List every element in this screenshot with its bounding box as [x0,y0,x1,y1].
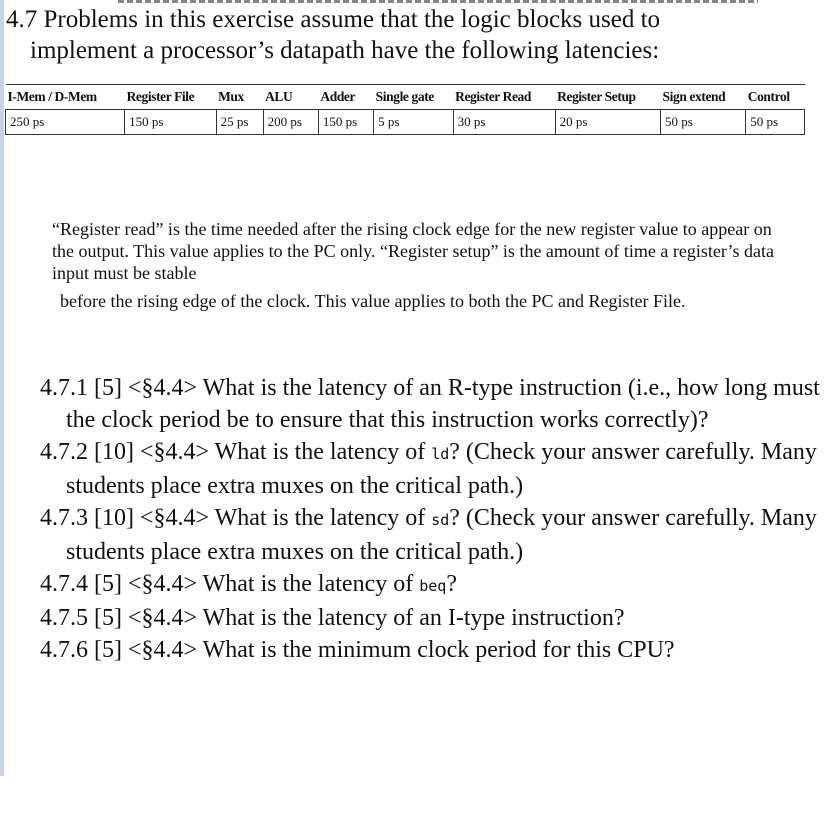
header-imem-dmem: I-Mem / D-Mem [6,85,125,110]
heading-line-2: implement a processor’s datapath have the following latencies: [30,37,660,64]
value-single-gate: 5 ps [374,110,453,135]
value-alu: 200 ps [263,110,318,135]
question-text: 4.7.5 [5] <§4.4> What is the latency of an I-type instruction? [40,605,625,631]
header-control: Control [746,85,805,110]
question-4-7-6 [40,634,830,666]
question-list [40,372,830,666]
question-4-7-5 [40,602,830,634]
question-text: 4.7.1 [5] <§4.4> What is the latency of an R-type instruction (i.e., how long must the clock period be to ensure that this instruction works correctly)? [40,375,820,433]
value-register-file: 150 ps [125,110,216,135]
header-register-read: Register Read [453,85,555,110]
question-4-7-4 [40,568,830,602]
value-imem-dmem: 250 ps [6,110,125,135]
question-text: 4.7.3 [10] <§4.4> What is the latency of [40,505,432,531]
question-text: 4.7.6 [5] <§4.4> What is the minimum clock period for this CPU? [40,637,675,663]
value-register-read: 30 ps [453,110,555,135]
left-margin-bar [0,0,4,776]
header-adder: Adder [318,85,373,110]
value-control: 50 ps [746,110,805,135]
table-values-row [6,110,805,135]
header-single-gate: Single gate [374,85,453,110]
instruction-code: ld [431,445,450,463]
note-paragraph-1: “Register read” is the time needed after the rising clock edge for the new register value to appear on the output. This value applies to the PC only. “Register setup” is the amount of time a register’s data input must be stable [52,219,775,283]
value-adder: 150 ps [318,110,373,135]
table-header-row [6,85,805,110]
header-register-file: Register File [125,85,216,110]
header-sign-extend: Sign extend [661,85,746,110]
question-4-7-1 [40,372,830,436]
exercise-heading [6,4,826,66]
heading-line-1: 4.7 Problems in this exercise assume that the logic blocks used to [6,6,661,33]
instruction-code: beq [419,577,447,595]
header-mux: Mux [216,85,263,110]
header-alu: ALU [263,85,318,110]
header-register-setup: Register Setup [555,85,660,110]
latency-table [5,84,805,135]
question-text: 4.7.2 [10] <§4.4> What is the latency of [40,439,432,465]
question-4-7-2 [40,436,830,502]
value-sign-extend: 50 ps [661,110,746,135]
instruction-code: sd [431,511,450,529]
question-4-7-3 [40,502,830,568]
question-text-suffix: ? (Check your answer carefully. Many students place extra muxes on the critical path.) [66,505,817,565]
note-paragraph-2: before the rising edge of the clock. This value applies to both the PC and Register File. [60,291,686,311]
value-register-setup: 20 ps [555,110,660,135]
definitions-note [52,218,782,312]
question-text: 4.7.4 [5] <§4.4> What is the latency of [40,571,420,597]
question-text-suffix: ? (Check your answer carefully. Many students place extra muxes on the critical path.) [66,439,817,499]
cropped-previous-line [118,0,758,3]
value-mux: 25 ps [216,110,263,135]
question-text-suffix: ? [446,571,457,597]
